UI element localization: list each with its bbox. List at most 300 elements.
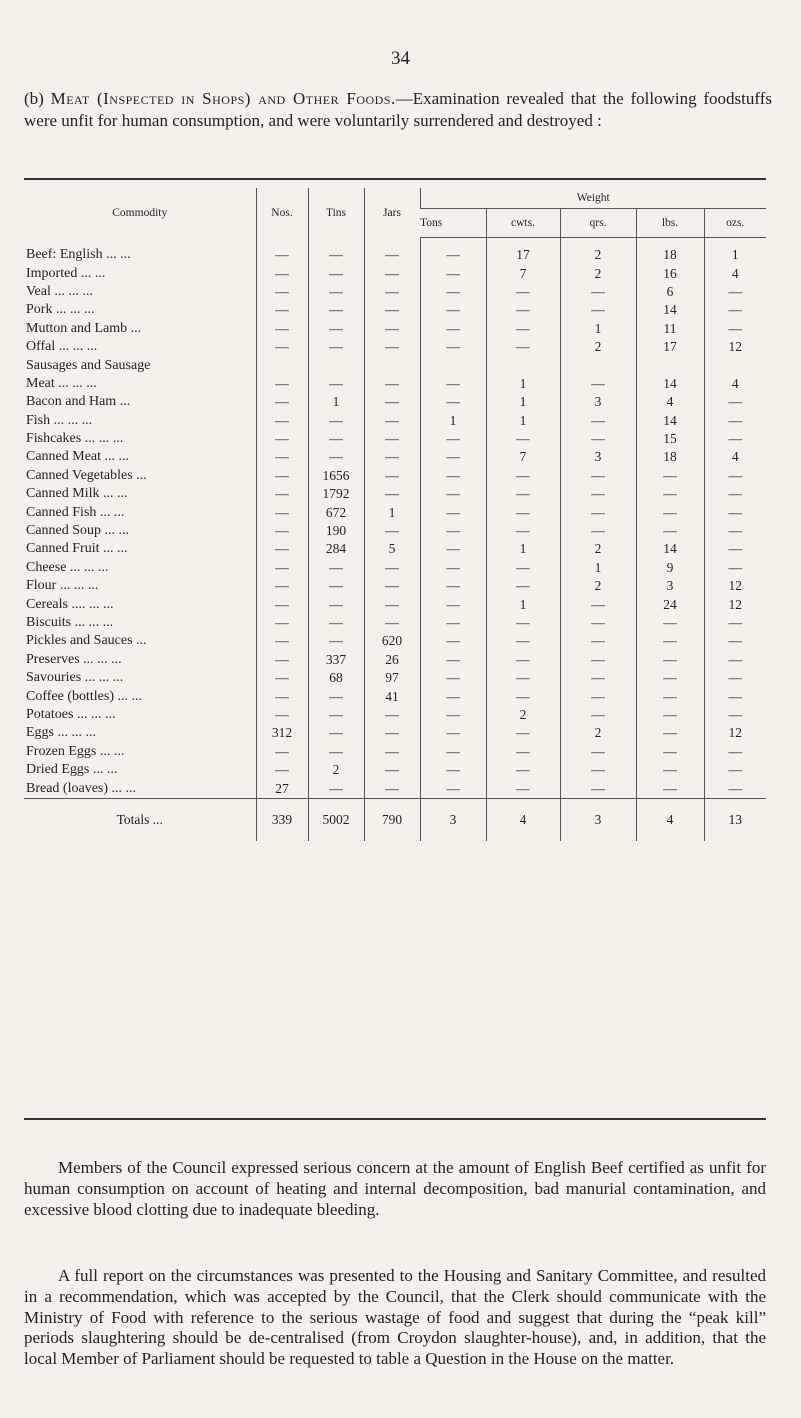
total-qrs: 3	[560, 798, 636, 841]
cell-lbs: —	[636, 503, 704, 521]
cell-cwts: 1	[486, 393, 560, 411]
cell-cwts: —	[486, 779, 560, 798]
cell-cwts: —	[486, 559, 560, 577]
table-row	[24, 356, 766, 374]
cell-nos: —	[256, 283, 308, 301]
cell-ozs: —	[704, 430, 766, 448]
cell-lbs: 24	[636, 595, 704, 613]
cell-qrs: 2	[560, 246, 636, 264]
cell-jars: —	[364, 338, 420, 356]
cell-tins: —	[308, 559, 364, 577]
commodity-label: Dried Eggs ... ...	[26, 762, 118, 778]
cell-tins: 2	[308, 761, 364, 779]
cell-qrs: —	[560, 669, 636, 687]
header-nos: Nos.	[256, 188, 308, 238]
cell-jars: —	[364, 264, 420, 282]
cell-lbs: —	[636, 651, 704, 669]
table-row	[24, 448, 766, 466]
commodity-label: Fish ... ... ...	[26, 412, 93, 428]
cell-jars: —	[364, 522, 420, 540]
cell-tins: —	[308, 283, 364, 301]
commodity-label: Preserves ... ... ...	[26, 651, 122, 667]
cell-tins: 337	[308, 651, 364, 669]
cell-jars: —	[364, 706, 420, 724]
cell-ozs: —	[704, 393, 766, 411]
cell-lbs: —	[636, 706, 704, 724]
cell-jars: —	[364, 485, 420, 503]
cell-tons: —	[420, 724, 486, 742]
cell-qrs: —	[560, 485, 636, 503]
cell-tins: —	[308, 301, 364, 319]
intro-prefix: (b)	[24, 89, 51, 108]
cell-lbs: 6	[636, 283, 704, 301]
cell-qrs: 2	[560, 577, 636, 595]
cell-tins: 1656	[308, 467, 364, 485]
table-row	[24, 614, 766, 632]
cell-jars: —	[364, 614, 420, 632]
cell-ozs: —	[704, 743, 766, 761]
cell-tins: —	[308, 412, 364, 430]
cell-ozs: —	[704, 503, 766, 521]
cell-lbs	[636, 356, 704, 374]
cell-cwts: 1	[486, 595, 560, 613]
header-ozs: ozs.	[704, 209, 766, 238]
commodity-label: Savouries ... ... ...	[26, 670, 124, 686]
cell-ozs: —	[704, 559, 766, 577]
cell-tons	[420, 356, 486, 374]
cell-nos: —	[256, 706, 308, 724]
commodity-label: Fishcakes ... ... ...	[26, 431, 124, 447]
cell-cwts: —	[486, 724, 560, 742]
commodity-label: Canned Milk ... ...	[26, 486, 128, 502]
cell-nos	[256, 356, 308, 374]
commodity-label: Flour ... ... ...	[26, 578, 99, 594]
table-row	[24, 338, 766, 356]
cell-tons: —	[420, 540, 486, 558]
commodity-label: Canned Soup ... ...	[26, 523, 130, 539]
cell-cwts: —	[486, 485, 560, 503]
cell-nos: —	[256, 301, 308, 319]
table-top-rule	[24, 178, 766, 180]
cell-cwts: —	[486, 577, 560, 595]
cell-cwts: 7	[486, 264, 560, 282]
cell-nos: —	[256, 577, 308, 595]
cell-jars: 5	[364, 540, 420, 558]
cell-tins: 190	[308, 522, 364, 540]
table-row	[24, 283, 766, 301]
cell-qrs: 2	[560, 264, 636, 282]
cell-ozs: 4	[704, 448, 766, 466]
cell-nos: —	[256, 430, 308, 448]
cell-lbs: 9	[636, 559, 704, 577]
table-row	[24, 687, 766, 705]
table-row	[24, 632, 766, 650]
cell-ozs: —	[704, 467, 766, 485]
total-lbs: 4	[636, 798, 704, 841]
cell-qrs: —	[560, 779, 636, 798]
cell-lbs: —	[636, 669, 704, 687]
cell-nos: —	[256, 669, 308, 687]
cell-nos: —	[256, 651, 308, 669]
commodity-label: Canned Meat ... ...	[26, 449, 130, 465]
commodity-label: Biscuits ... ... ...	[26, 615, 114, 630]
cell-cwts: —	[486, 301, 560, 319]
cell-qrs: —	[560, 595, 636, 613]
cell-tins: —	[308, 246, 364, 264]
table-row	[24, 522, 766, 540]
cell-lbs: —	[636, 743, 704, 761]
cell-nos: —	[256, 320, 308, 338]
cell-qrs: —	[560, 430, 636, 448]
cell-jars: 26	[364, 651, 420, 669]
cell-tons: —	[420, 467, 486, 485]
cell-ozs: —	[704, 651, 766, 669]
cell-cwts: —	[486, 522, 560, 540]
totals-label: Totals ...	[24, 798, 256, 841]
cell-ozs: —	[704, 412, 766, 430]
cell-tins: —	[308, 724, 364, 742]
cell-jars: —	[364, 577, 420, 595]
cell-cwts: —	[486, 320, 560, 338]
page-number: 34	[391, 48, 410, 69]
cell-jars: —	[364, 595, 420, 613]
cell-cwts: 1	[486, 540, 560, 558]
table-row	[24, 301, 766, 319]
header-cwts: cwts.	[486, 209, 560, 238]
cell-cwts: 1	[486, 375, 560, 393]
cell-qrs: —	[560, 706, 636, 724]
commodity-label: Canned Vegetables ...	[26, 467, 147, 483]
cell-nos: —	[256, 246, 308, 264]
cell-cwts: —	[486, 651, 560, 669]
cell-ozs: —	[704, 283, 766, 301]
commodity-label: Cheese ... ... ...	[26, 559, 109, 575]
cell-nos: —	[256, 761, 308, 779]
cell-ozs: —	[704, 761, 766, 779]
cell-cwts: —	[486, 743, 560, 761]
commodity-label: Pickles and Sauces ...	[26, 633, 147, 649]
total-tins: 5002	[308, 798, 364, 841]
cell-tins: —	[308, 706, 364, 724]
cell-lbs: 4	[636, 393, 704, 411]
cell-nos: —	[256, 595, 308, 613]
cell-tons: 1	[420, 412, 486, 430]
cell-ozs: —	[704, 301, 766, 319]
cell-cwts: —	[486, 687, 560, 705]
table-row	[24, 724, 766, 742]
header-commodity: Commodity	[112, 206, 168, 219]
cell-cwts: —	[486, 467, 560, 485]
cell-cwts: —	[486, 503, 560, 521]
cell-ozs: 12	[704, 577, 766, 595]
cell-lbs: —	[636, 687, 704, 705]
cell-cwts: —	[486, 761, 560, 779]
commodity-label: Bread (loaves) ... ...	[26, 780, 137, 796]
cell-tons: —	[420, 743, 486, 761]
table-row	[24, 761, 766, 779]
cell-qrs: —	[560, 503, 636, 521]
commodity-label: Imported ... ...	[26, 265, 106, 281]
cell-tons: —	[420, 430, 486, 448]
cell-lbs: 18	[636, 448, 704, 466]
cell-nos: —	[256, 467, 308, 485]
cell-ozs: 12	[704, 338, 766, 356]
table-row	[24, 595, 766, 613]
cell-nos: —	[256, 448, 308, 466]
cell-lbs: —	[636, 522, 704, 540]
cell-tins: —	[308, 448, 364, 466]
cell-qrs: 2	[560, 540, 636, 558]
table-row	[24, 467, 766, 485]
header-weight: Weight	[420, 188, 766, 209]
totals-row	[24, 798, 766, 841]
cell-qrs: 1	[560, 559, 636, 577]
cell-ozs	[704, 356, 766, 374]
cell-nos: —	[256, 503, 308, 521]
header-qrs: qrs.	[560, 209, 636, 238]
cell-qrs: —	[560, 687, 636, 705]
cell-tins: —	[308, 577, 364, 595]
commodity-label: Bacon and Ham ...	[26, 394, 131, 410]
table-row	[24, 246, 766, 264]
cell-cwts: 17	[486, 246, 560, 264]
cell-qrs: 1	[560, 320, 636, 338]
cell-cwts: —	[486, 669, 560, 687]
cell-qrs: 3	[560, 393, 636, 411]
cell-ozs: —	[704, 320, 766, 338]
cell-tons: —	[420, 779, 486, 798]
cell-nos: —	[256, 485, 308, 503]
cell-tins: 68	[308, 669, 364, 687]
cell-qrs: —	[560, 375, 636, 393]
commodity-label: Mutton and Lamb ...	[26, 320, 142, 336]
cell-ozs: 12	[704, 724, 766, 742]
cell-cwts: 1	[486, 412, 560, 430]
cell-cwts: —	[486, 430, 560, 448]
cell-tons: —	[420, 651, 486, 669]
cell-qrs: 2	[560, 338, 636, 356]
cell-tins: —	[308, 687, 364, 705]
cell-qrs: —	[560, 283, 636, 301]
cell-jars: —	[364, 467, 420, 485]
table-row	[24, 393, 766, 411]
commodity-label: Meat ... ... ...	[26, 375, 97, 391]
cell-lbs: 14	[636, 540, 704, 558]
cell-tons: —	[420, 577, 486, 595]
cell-ozs: —	[704, 540, 766, 558]
total-jars: 790	[364, 798, 420, 841]
cell-ozs: —	[704, 632, 766, 650]
intro-text: —Examination revealed that the following foodstuffs were unfit for human consumption, and were voluntarily surrendered and destroyed :	[24, 89, 772, 130]
commodity-label: Canned Fish ... ...	[26, 504, 125, 520]
commodity-label: Offal ... ... ...	[26, 339, 98, 355]
cell-jars: —	[364, 393, 420, 411]
cell-qrs: —	[560, 743, 636, 761]
cell-jars: —	[364, 448, 420, 466]
commodity-label: Cereals .... ... ...	[26, 596, 114, 612]
cell-tons: —	[420, 503, 486, 521]
cell-qrs: —	[560, 522, 636, 540]
cell-nos: —	[256, 559, 308, 577]
cell-tins: —	[308, 614, 364, 632]
narrative-paragraph-2: A full report on the circumstances was presented to the Housing and Sanitary Committee, and resulted in a recommendation, which was accepted by the Council, that the Clerk should communicate with the Ministry of Food with reference to the serious wastage of food and suggest that during the “peak kill” periods slaughtering should be de-centralised (from Croydon slaughter-house), and, in addition, that the local Member of Parliament should be requested to table a Question in the House on the matter.	[24, 1266, 766, 1369]
commodity-label: Canned Fruit ... ...	[26, 541, 128, 557]
cell-lbs: 14	[636, 412, 704, 430]
cell-tons: —	[420, 485, 486, 503]
cell-cwts: —	[486, 632, 560, 650]
cell-tins: 672	[308, 503, 364, 521]
cell-lbs: 14	[636, 301, 704, 319]
table-row	[24, 375, 766, 393]
cell-lbs: 17	[636, 338, 704, 356]
header-tons: Tons	[420, 209, 486, 238]
cell-cwts: —	[486, 614, 560, 632]
table-row	[24, 559, 766, 577]
cell-nos: —	[256, 264, 308, 282]
cell-jars: 1	[364, 503, 420, 521]
cell-ozs: —	[704, 522, 766, 540]
cell-nos: —	[256, 522, 308, 540]
cell-tins: —	[308, 632, 364, 650]
table-bottom-rule	[24, 1118, 766, 1120]
table-row	[24, 485, 766, 503]
cell-ozs: —	[704, 669, 766, 687]
cell-nos: 27	[256, 779, 308, 798]
cell-qrs	[560, 356, 636, 374]
table-row	[24, 412, 766, 430]
cell-qrs: 3	[560, 448, 636, 466]
cell-ozs: 4	[704, 375, 766, 393]
cell-nos: —	[256, 338, 308, 356]
cell-nos: —	[256, 743, 308, 761]
cell-tins: —	[308, 264, 364, 282]
cell-lbs: 3	[636, 577, 704, 595]
commodity-label: Potatoes ... ... ...	[26, 706, 116, 722]
unfit-food-table	[24, 188, 766, 841]
commodity-label: Veal ... ... ...	[26, 283, 93, 299]
cell-tins: 1	[308, 393, 364, 411]
cell-tons: —	[420, 264, 486, 282]
table-row	[24, 264, 766, 282]
commodity-label: Coffee (bottles) ... ...	[26, 688, 142, 704]
cell-tins: —	[308, 320, 364, 338]
table-row	[24, 320, 766, 338]
cell-nos: —	[256, 393, 308, 411]
cell-cwts: 7	[486, 448, 560, 466]
cell-tins: —	[308, 338, 364, 356]
total-ozs: 13	[704, 798, 766, 841]
table-row	[24, 669, 766, 687]
cell-cwts	[486, 356, 560, 374]
table-row	[24, 706, 766, 724]
cell-jars: 620	[364, 632, 420, 650]
cell-tons: —	[420, 559, 486, 577]
intro-paragraph	[24, 88, 772, 132]
cell-ozs: —	[704, 687, 766, 705]
cell-nos: —	[256, 412, 308, 430]
section-heading: Meat (Inspected in Shops) and Other Foods.	[50, 89, 396, 108]
cell-jars: —	[364, 724, 420, 742]
cell-cwts: 2	[486, 706, 560, 724]
cell-ozs: —	[704, 614, 766, 632]
cell-lbs: —	[636, 614, 704, 632]
table-row	[24, 651, 766, 669]
cell-ozs: —	[704, 779, 766, 798]
cell-nos: —	[256, 540, 308, 558]
header-tins: Tins	[308, 188, 364, 238]
cell-qrs: 2	[560, 724, 636, 742]
commodity-label: Eggs ... ... ...	[26, 725, 96, 741]
cell-cwts: —	[486, 283, 560, 301]
cell-jars: —	[364, 301, 420, 319]
table-row	[24, 577, 766, 595]
cell-jars	[364, 356, 420, 374]
cell-tins	[308, 356, 364, 374]
cell-lbs: —	[636, 724, 704, 742]
cell-qrs: —	[560, 761, 636, 779]
commodity-label: Beef: English ... ...	[26, 247, 131, 263]
cell-tons: —	[420, 246, 486, 264]
cell-nos: —	[256, 614, 308, 632]
commodity-label: Sausages and Sausage	[26, 357, 151, 373]
cell-nos: 312	[256, 724, 308, 742]
total-nos: 339	[256, 798, 308, 841]
cell-jars: —	[364, 283, 420, 301]
cell-tons: —	[420, 595, 486, 613]
cell-jars: —	[364, 320, 420, 338]
cell-tons: —	[420, 522, 486, 540]
cell-nos: —	[256, 375, 308, 393]
table-row	[24, 430, 766, 448]
cell-ozs: 4	[704, 264, 766, 282]
cell-tins: —	[308, 430, 364, 448]
cell-lbs: 18	[636, 246, 704, 264]
cell-tons: —	[420, 669, 486, 687]
cell-lbs: —	[636, 485, 704, 503]
cell-nos: —	[256, 632, 308, 650]
cell-qrs: —	[560, 467, 636, 485]
cell-tons: —	[420, 375, 486, 393]
cell-tins: 284	[308, 540, 364, 558]
commodity-label: Pork ... ... ...	[26, 302, 95, 318]
cell-jars: 97	[364, 669, 420, 687]
narrative-paragraph-1: Members of the Council expressed serious concern at the amount of English Beef certified as unfit for human consumption on account of heating and internal decomposition, bad manurial contamination, and excessive blood clotting due to inadequate bleeding.	[24, 1158, 766, 1219]
cell-qrs: —	[560, 632, 636, 650]
cell-qrs: —	[560, 651, 636, 669]
cell-lbs: —	[636, 779, 704, 798]
cell-qrs: —	[560, 301, 636, 319]
cell-lbs: 15	[636, 430, 704, 448]
cell-tons: —	[420, 338, 486, 356]
cell-lbs: 11	[636, 320, 704, 338]
cell-jars: —	[364, 246, 420, 264]
cell-lbs: —	[636, 761, 704, 779]
table-row	[24, 779, 766, 798]
table-row	[24, 743, 766, 761]
table-row	[24, 540, 766, 558]
cell-nos: —	[256, 687, 308, 705]
cell-tons: —	[420, 687, 486, 705]
cell-ozs: 12	[704, 595, 766, 613]
cell-tons: —	[420, 283, 486, 301]
cell-qrs: —	[560, 412, 636, 430]
cell-jars: 41	[364, 687, 420, 705]
cell-tons: —	[420, 761, 486, 779]
cell-tons: —	[420, 706, 486, 724]
cell-jars: —	[364, 761, 420, 779]
table-row	[24, 503, 766, 521]
total-tons: 3	[420, 798, 486, 841]
